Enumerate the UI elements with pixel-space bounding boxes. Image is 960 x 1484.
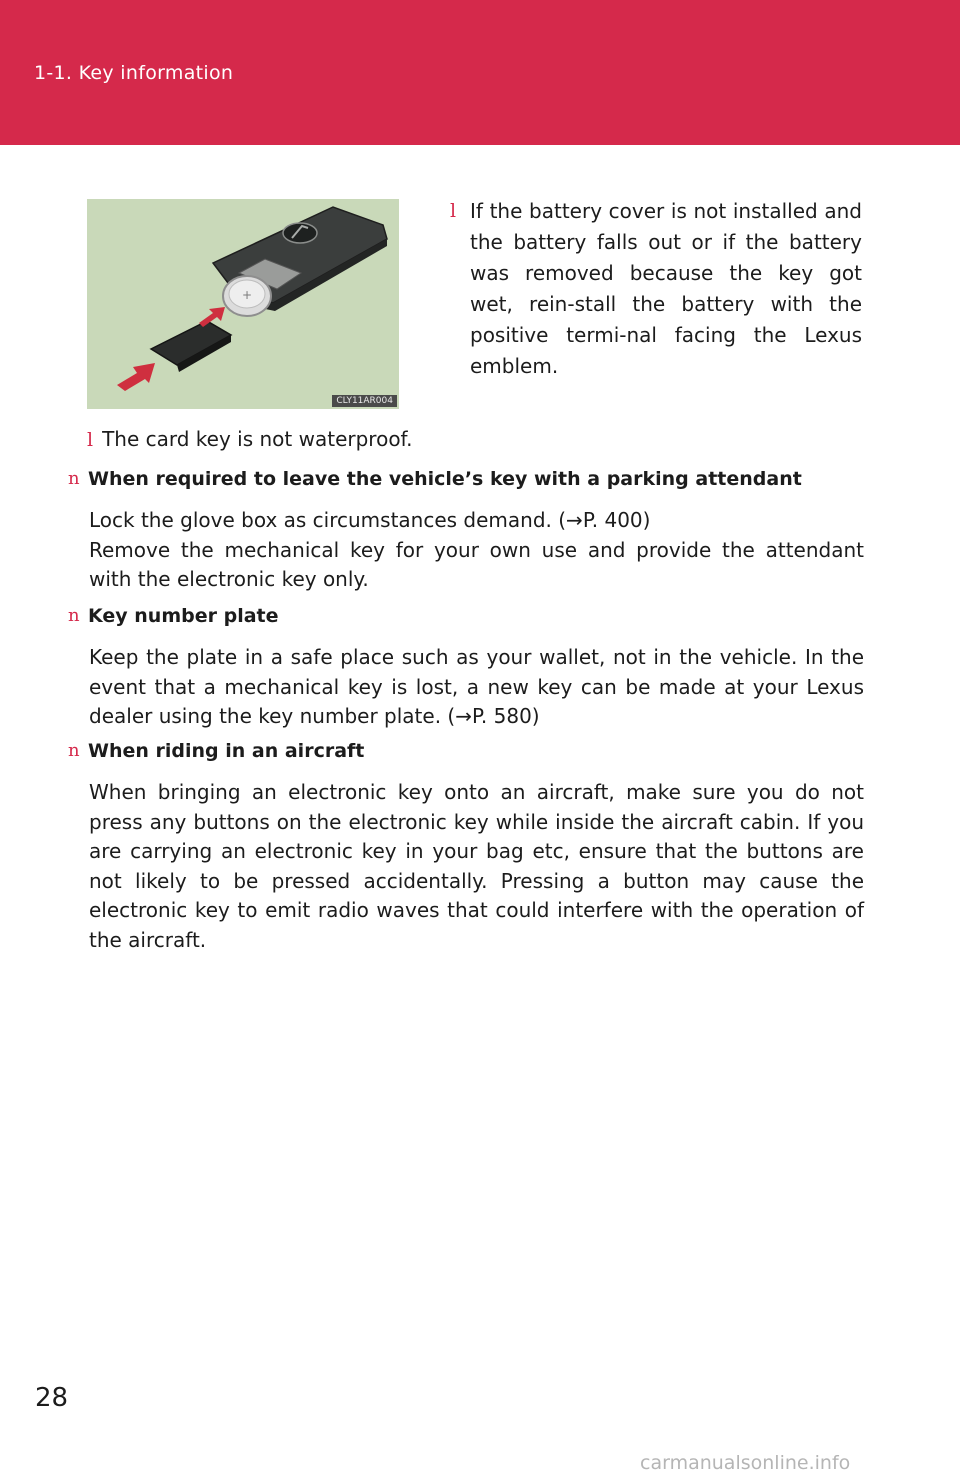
lexus-emblem-icon [283, 223, 317, 243]
figure-code: CLY11AR004 [332, 395, 397, 407]
bullet-icon: l [450, 200, 457, 222]
card-key-battery-illustration [87, 199, 399, 409]
section-heading [68, 466, 864, 492]
body-paragraph: Keep the plate in a safe place such as your wallet, not in the vehicle. In the event that a mechanical key is lost, a new key can be made at your Lexus dealer using the key number plate. (→P. 580) [89, 645, 864, 728]
body-paragraph: Remove the mechanical key for your own use and provide the attendant with the electronic key only. [89, 537, 864, 591]
note-text: The card key is not waterproof. [102, 427, 413, 451]
body-paragraph: Lock the glove box as circumstances demand. (→P. 400) [89, 508, 651, 532]
section-key-number-plate [68, 603, 864, 732]
watermark: carmanualsonline.info [640, 1452, 851, 1474]
square-bullet-icon: n [68, 740, 80, 761]
waterproof-note [87, 425, 413, 454]
note-text: If the battery cover is not installed and the battery falls out or if the battery was removed because the key got wet, rein-stall the battery with the positive termi-nal facing the Lexus emblem. [470, 199, 862, 378]
section-body [89, 643, 864, 732]
page-header [0, 0, 960, 145]
svg-text:+: + [241, 288, 253, 302]
section-body [89, 506, 864, 595]
body-paragraph: When bringing an electronic key onto an aircraft, make sure you do not press any buttons on the electronic key while inside the aircraft cabin. If you are carrying an electronic key in your bag etc, ensure that the buttons are not likely to be pressed accidentally. Pressing a button may cause the electronic key to emit radio waves that could interfere with the operation of the aircraft. [89, 780, 864, 952]
card-key-drawing [87, 199, 399, 409]
section-body [89, 778, 864, 955]
square-bullet-icon: n [68, 468, 80, 489]
section-parking-attendant [68, 466, 864, 595]
section-aircraft [68, 738, 864, 955]
insert-cover-arrow-icon [117, 363, 155, 391]
heading-text: When riding in an aircraft [88, 740, 365, 762]
heading-text: When required to leave the vehicle’s key with a parking attendant [88, 468, 802, 490]
section-title: 1-1. Key information [34, 62, 234, 84]
section-heading [68, 738, 864, 764]
heading-text: Key number plate [88, 605, 279, 627]
battery-reinstall-note [450, 196, 862, 382]
square-bullet-icon: n [68, 605, 80, 626]
page-number: 28 [35, 1383, 69, 1413]
section-heading [68, 603, 864, 629]
bullet-icon: l [87, 429, 94, 451]
